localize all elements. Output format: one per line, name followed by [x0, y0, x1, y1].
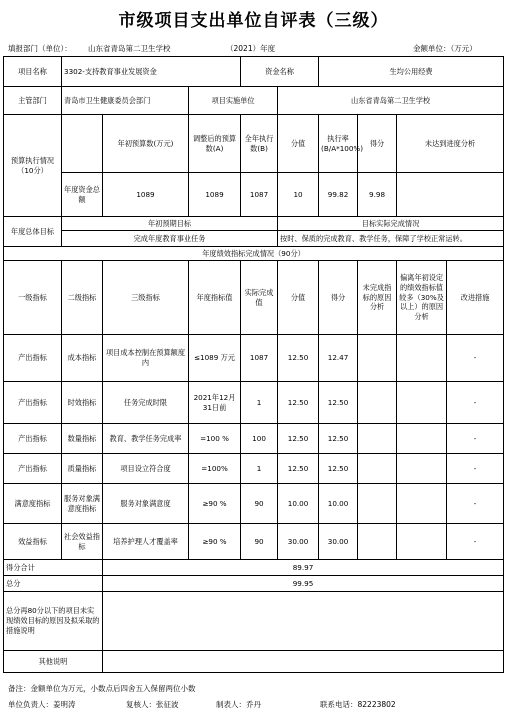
header-score: 得分	[319, 261, 358, 335]
page-title: 市级项目支出单位自评表（三级）	[118, 11, 389, 31]
row-deviation	[397, 335, 447, 382]
row-level3: 任务完成时限	[103, 382, 189, 424]
dept-row-label: 主管部门	[4, 87, 62, 115]
row-target: =100%	[189, 454, 241, 484]
budget-score: 9.98	[358, 173, 397, 217]
annual-goal-label: 年度总体目标	[4, 217, 62, 247]
row-measures: -	[447, 484, 504, 524]
exec-rate-value: 99.82	[319, 173, 358, 217]
total-label: 总分	[4, 576, 103, 592]
header-level3: 三级指标	[103, 261, 189, 335]
row-reason	[358, 424, 397, 454]
executed-value: 1087	[241, 173, 278, 217]
indicator-row	[4, 424, 504, 454]
row-score: 12.50	[319, 382, 358, 424]
row-target: =100 %	[189, 424, 241, 454]
row-measures: -	[447, 454, 504, 484]
row-measures: -	[447, 524, 504, 560]
progress-reason-value	[397, 173, 504, 217]
indicator-row	[4, 484, 504, 524]
header-reason: 未完成指标的原因分析	[358, 261, 397, 335]
row-deviation	[397, 524, 447, 560]
row-score-value: 12.50	[278, 382, 319, 424]
header-level1: 一级指标	[4, 261, 62, 335]
reviewer: 复核人：张征波	[126, 700, 179, 709]
budget-section-label: 预算执行情况（10分）	[4, 115, 62, 217]
header-actual: 实际完成值	[241, 261, 278, 335]
year-label: （2021）年度	[226, 44, 276, 53]
row-target: 2021年12月31日前	[189, 382, 241, 424]
row-level3: 项目成本控制在预算额度内	[103, 335, 189, 382]
header-level2: 二级指标	[62, 261, 103, 335]
row-actual: 90	[241, 524, 278, 560]
indicator-row	[4, 454, 504, 484]
row-level2: 服务对象满意度指标	[62, 484, 103, 524]
row-actual: 1	[241, 454, 278, 484]
dept-row-value: 青岛市卫生健康委员会部门	[62, 87, 189, 115]
indicator-row	[4, 524, 504, 560]
evaluation-table	[3, 56, 504, 673]
preparer: 制表人：乔丹	[216, 700, 261, 709]
performance-section-label: 年度绩效指标完成情况（90分）	[4, 247, 504, 261]
col-score-value: 分值	[278, 115, 319, 173]
row-level2: 质量指标	[62, 454, 103, 484]
row-level1: 产出指标	[4, 382, 62, 424]
row-measures: -	[447, 424, 504, 454]
fund-name-value: 生均公用经费	[319, 57, 504, 87]
col-exec-rate: 执行率(B/A*100%)	[319, 115, 358, 173]
actual-goal-value: 按时、保质的完成教育、教学任务，保障了学校正常运转。	[278, 231, 504, 247]
row-reason	[358, 335, 397, 382]
row-measures: -	[447, 382, 504, 424]
impl-unit-value: 山东省青岛第二卫生学校	[278, 87, 504, 115]
other-notes-value	[103, 651, 504, 673]
row-actual: 100	[241, 424, 278, 454]
total-value: 99.95	[103, 576, 504, 592]
other-notes-label: 其他说明	[4, 651, 103, 673]
adjusted-budget-value: 1089	[189, 173, 241, 217]
row-score-value: 12.50	[278, 335, 319, 382]
row-target: ≤1089 万元	[189, 335, 241, 382]
row-score-value: 10.00	[278, 484, 319, 524]
budget-score-value: 10	[278, 173, 319, 217]
col-progress-reason: 未达到进度分析	[397, 115, 504, 173]
footer-note: 备注：金额单位为万元，小数点后四舍五入保留两位小数	[8, 684, 196, 693]
row-level3: 培养护理人才覆盖率	[103, 524, 189, 560]
project-name-value: 3302-支持教育事业发展资金	[62, 57, 241, 87]
header-score-value: 分值	[278, 261, 319, 335]
below80-value	[103, 592, 504, 651]
row-target: ≥90 %	[189, 524, 241, 560]
row-score: 12.47	[319, 335, 358, 382]
row-score: 30.00	[319, 524, 358, 560]
row-score-value: 12.50	[278, 424, 319, 454]
row-level2: 数量指标	[62, 424, 103, 454]
row-level3: 服务对象满意度	[103, 484, 189, 524]
indicator-row	[4, 335, 504, 382]
subtotal-value: 89.97	[103, 560, 504, 576]
row-level2: 社会效益指标	[62, 524, 103, 560]
footer-signatures	[8, 699, 396, 710]
unit-label: 金额单位：（万元）	[413, 44, 477, 53]
col-executed: 全年执行数(B)	[241, 115, 278, 173]
dept-value: 山东省青岛第二卫生学校	[88, 44, 171, 53]
row-actual: 1	[241, 382, 278, 424]
header-deviation: 偏离年初设定的绩效指标值较多（30%及以上）的原因分析	[397, 261, 447, 335]
row-level1: 产出指标	[4, 454, 62, 484]
row-level2: 时效指标	[62, 382, 103, 424]
project-name-label: 项目名称	[4, 57, 62, 87]
contact-phone: 联系电话：82223802	[320, 700, 396, 709]
row-score: 12.50	[319, 424, 358, 454]
row-level3: 项目设立符合度	[103, 454, 189, 484]
row-score: 10.00	[319, 484, 358, 524]
row-score-value: 12.50	[278, 454, 319, 484]
actual-goal-label: 目标实际完成情况	[278, 217, 504, 231]
row-actual: 1087	[241, 335, 278, 382]
col-adjusted-budget: 调整后的预算数(A)	[189, 115, 241, 173]
planned-goal-label: 年初预期目标	[62, 217, 278, 231]
row-level1: 效益指标	[4, 524, 62, 560]
below80-label: 总分再80分以下的项目未实现绩效目标的原因及拟采取的措施说明	[4, 592, 103, 651]
row-level1: 产出指标	[4, 424, 62, 454]
dept-label: 填报部门（单位）：	[8, 44, 72, 53]
row-level1: 满意度指标	[4, 484, 62, 524]
unit-head: 单位负责人：姜明涛	[8, 700, 76, 709]
indicator-row	[4, 382, 504, 424]
row-level2: 成本指标	[62, 335, 103, 382]
row-deviation	[397, 454, 447, 484]
planned-goal-value: 完成年度教育事业任务	[62, 231, 278, 247]
col-initial-budget: 年初预算数(万元)	[103, 115, 189, 173]
header-measures: 改进措施	[447, 261, 504, 335]
row-level1: 产出指标	[4, 335, 62, 382]
row-measures: -	[447, 335, 504, 382]
row-actual: 90	[241, 484, 278, 524]
header-target: 年度指标值	[189, 261, 241, 335]
row-deviation	[397, 382, 447, 424]
row-deviation	[397, 484, 447, 524]
row-score: 12.50	[319, 454, 358, 484]
row-deviation	[397, 424, 447, 454]
col-score: 得分	[358, 115, 397, 173]
annual-fund-total-label: 年度资金总额	[62, 173, 103, 217]
row-reason	[358, 382, 397, 424]
row-reason	[358, 454, 397, 484]
impl-unit-label: 项目实施单位	[189, 87, 278, 115]
row-reason	[358, 484, 397, 524]
row-level3: 教育、教学任务完成率	[103, 424, 189, 454]
row-target: ≥90 %	[189, 484, 241, 524]
initial-budget-value: 1089	[103, 173, 189, 217]
row-reason	[358, 524, 397, 560]
subtotal-label: 得分合计	[4, 560, 103, 576]
fund-name-label: 资金名称	[241, 57, 319, 87]
row-score-value: 30.00	[278, 524, 319, 560]
